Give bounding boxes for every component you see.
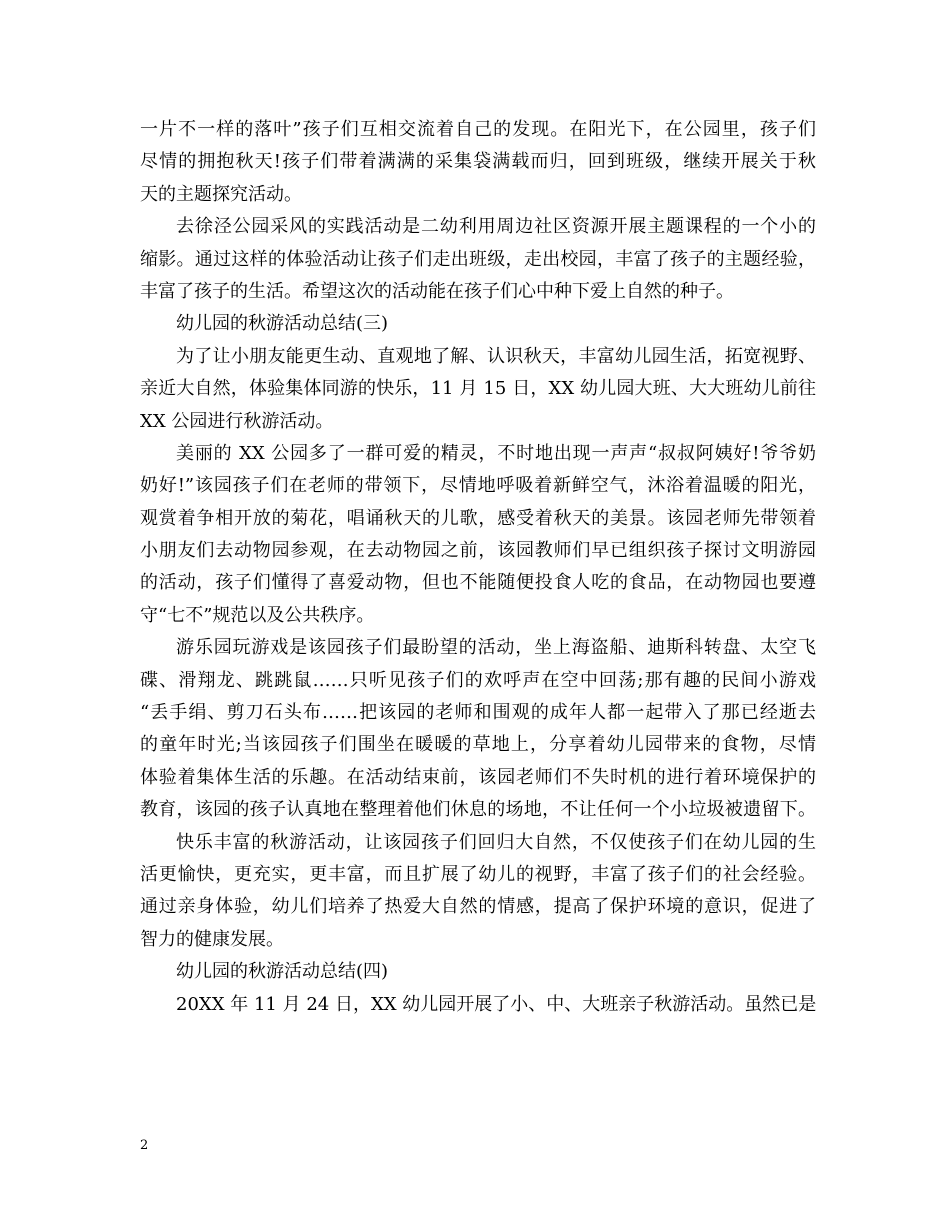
text-line: 活更愉快，更充实，更丰富，而且扩展了幼儿的视野，丰富了孩子们的社会经验。: [140, 863, 816, 885]
paragraph-start-line: 快乐丰富的秋游活动，让该园孩子们回归大自然，不仅使孩子们在幼儿园的生: [176, 831, 816, 853]
text-line: 的活动，孩子们懂得了喜爱动物，但也不能随便投食人吃的食品，在动物园也要遵: [140, 572, 816, 594]
page-number: 2: [140, 1138, 149, 1153]
section-heading: 幼儿园的秋游活动总结(四): [176, 961, 389, 983]
section-heading: 幼儿园的秋游活动总结(三): [176, 313, 389, 335]
text-line: 体验着集体生活的乐趣。在活动结束前，该园老师们不失时机的进行着环境保护的: [140, 766, 816, 788]
text-line: 碟、滑翔龙、跳跳鼠……只听见孩子们的欢呼声在空中回荡;那有趣的民间小游戏: [140, 669, 816, 691]
text-line: “丢手绢、剪刀石头布……把该园的老师和围观的成年人都一起带入了那已经逝去: [140, 702, 816, 724]
text-line: 丰富了孩子的生活。希望这次的活动能在孩子们心中种下爱上自然的种子。: [140, 280, 734, 302]
text-line: 通过亲身体验，幼儿们培养了热爱大自然的情感，提高了保护环境的意识，促进了: [140, 896, 816, 918]
text-line: XX 公园进行秋游活动。: [140, 410, 334, 432]
paragraph-start-line: 美丽的 XX 公园多了一群可爱的精灵，不时地出现一声声“叔叔阿姨好!爷爷奶: [176, 442, 816, 464]
document-body: [140, 114, 816, 1021]
text-line: 尽情的拥抱秋天!孩子们带着满满的采集袋满载而归，回到班级，继续开展关于秋: [140, 151, 816, 173]
paragraph-start-line: 游乐园玩游戏是该园孩子们最盼望的活动，坐上海盗船、迪斯科转盘、太空飞: [176, 637, 816, 659]
text-line: 亲近大自然，体验集体同游的快乐，11 月 15 日，XX 幼儿园大班、大大班幼儿前往: [140, 378, 816, 400]
text-line: 一片不一样的落叶”孩子们互相交流着自己的发现。在阳光下，在公园里，孩子们: [140, 119, 816, 140]
paragraph-start-line: 为了让小朋友能更生动、直观地了解、认识秋天，丰富幼儿园生活，拓宽视野、: [176, 345, 816, 367]
text-line: 缩影。通过这样的体验活动让孩子们走出班级，走出校园，丰富了孩子的主题经验，: [140, 248, 816, 270]
text-line: 天的主题探究活动。: [140, 183, 302, 205]
text-line: 的童年时光;当该园孩子们围坐在暖暖的草地上，分享着幼儿园带来的食物，尽情: [140, 734, 816, 756]
paragraph-start-line: 去徐泾公园采风的实践活动是二幼利用周边社区资源开展主题课程的一个小的: [176, 216, 816, 238]
text-line: 教育，该园的孩子认真地在整理着他们休息的场地，不让任何一个小垃圾被遗留下。: [140, 799, 816, 821]
text-line: 奶好!”该园孩子们在老师的带领下，尽情地呼吸着新鲜空气，沐浴着温暖的阳光，: [140, 475, 816, 497]
paragraph-start-line: 20XX 年 11 月 24 日，XX 幼儿园开展了小、中、大班亲子秋游活动。虽然已是: [176, 993, 817, 1015]
text-line: 智力的健康发展。: [140, 928, 284, 950]
text-line: 观赏着争相开放的菊花，唱诵秋天的儿歌，感受着秋天的美景。该园老师先带领着: [140, 507, 816, 529]
text-line: 小朋友们去动物园参观，在去动物园之前，该园教师们早已组织孩子探讨文明游园: [140, 540, 816, 562]
text-line: 守“七不”规范以及公共秩序。: [140, 604, 375, 626]
